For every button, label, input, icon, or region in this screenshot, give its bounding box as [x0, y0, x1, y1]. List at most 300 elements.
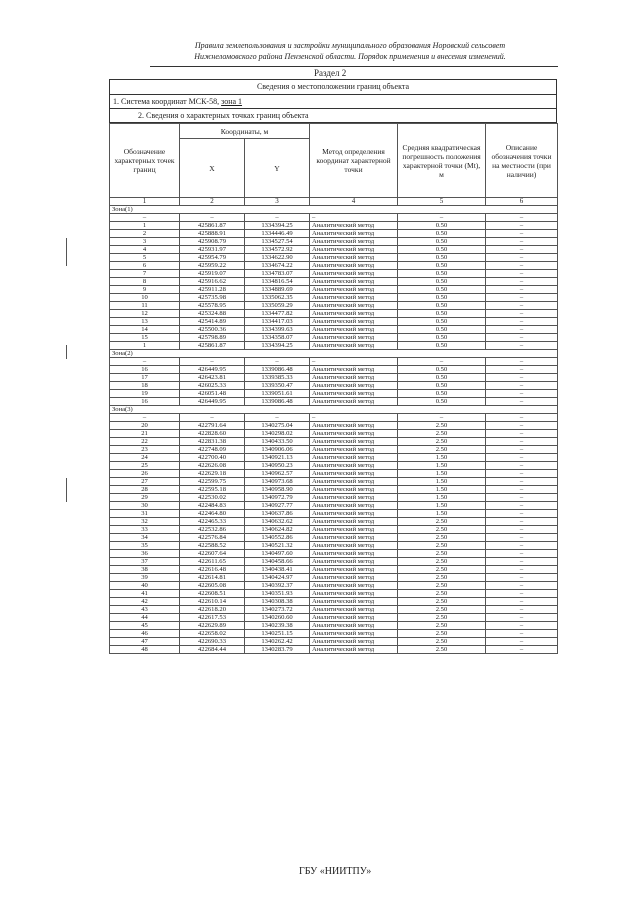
organization-footer: ГБУ «НИИТПУ» [299, 866, 372, 877]
point-id: 40 [110, 582, 180, 590]
header-line-1: Правила землепользования и застройки муниципального образования Норовский сельсовет [194, 41, 506, 50]
point-id: 31 [110, 510, 180, 518]
method: Аналитический метод [310, 598, 398, 606]
y-coordinate: – [245, 414, 310, 422]
x-coordinate: 422532.86 [180, 526, 245, 534]
point-id: – [110, 214, 180, 222]
method: Аналитический метод [310, 374, 398, 382]
points-section-title: 2. Сведения о характерных точках границ объекта [109, 109, 557, 123]
y-coordinate: 1335059.29 [245, 302, 310, 310]
x-coordinate: 422831.38 [180, 438, 245, 446]
y-coordinate: 1340308.38 [245, 598, 310, 606]
point-id: 22 [110, 438, 180, 446]
col-header-x: X [180, 139, 245, 198]
description: – [486, 254, 558, 262]
description: – [486, 342, 558, 350]
error-value: 0.50 [398, 254, 486, 262]
point-id: 48 [110, 646, 180, 654]
description: – [486, 622, 558, 630]
table-row [110, 262, 558, 270]
y-coordinate: 1340262.42 [245, 638, 310, 646]
point-id: 20 [110, 422, 180, 430]
x-coordinate: 422791.64 [180, 422, 245, 430]
x-coordinate: 422748.09 [180, 446, 245, 454]
x-coordinate: 425908.79 [180, 238, 245, 246]
y-coordinate: 1340927.77 [245, 502, 310, 510]
method: Аналитический метод [310, 494, 398, 502]
error-value: 0.50 [398, 334, 486, 342]
table-row [110, 462, 558, 470]
description: – [486, 542, 558, 550]
method: Аналитический метод [310, 478, 398, 486]
method: Аналитический метод [310, 614, 398, 622]
description: – [486, 430, 558, 438]
point-id: 12 [110, 310, 180, 318]
method: – [310, 358, 398, 366]
error-value: 0.50 [398, 262, 486, 270]
y-coordinate: 1334394.25 [245, 222, 310, 230]
method: Аналитический метод [310, 454, 398, 462]
y-coordinate: 1334394.25 [245, 342, 310, 350]
y-coordinate: 1340239.38 [245, 622, 310, 630]
description: – [486, 566, 558, 574]
x-coordinate: 422608.51 [180, 590, 245, 598]
x-coordinate: – [180, 358, 245, 366]
method: Аналитический метод [310, 238, 398, 246]
description: – [486, 278, 558, 286]
y-coordinate: 1340552.86 [245, 534, 310, 542]
description: – [486, 222, 558, 230]
coordinate-zone: зона 1 [221, 97, 243, 106]
description: – [486, 262, 558, 270]
placeholder-row [110, 214, 558, 222]
point-id: 41 [110, 590, 180, 598]
header-line-2: Нижнеломовского района Пензенской области. Порядок применения и внесения изменений. [194, 52, 506, 61]
description: – [486, 318, 558, 326]
method: – [310, 414, 398, 422]
point-id: 16 [110, 366, 180, 374]
point-id: 30 [110, 502, 180, 510]
method: Аналитический метод [310, 326, 398, 334]
point-id: 29 [110, 494, 180, 502]
y-coordinate: 1334889.69 [245, 286, 310, 294]
description: – [486, 438, 558, 446]
error-value: 0.50 [398, 222, 486, 230]
error-value: 0.50 [398, 342, 486, 350]
table-row [110, 222, 558, 230]
method: Аналитический метод [310, 510, 398, 518]
col-number: 3 [245, 198, 310, 206]
method: Аналитический метод [310, 302, 398, 310]
y-coordinate: 1340392.37 [245, 582, 310, 590]
x-coordinate: 422618.20 [180, 606, 245, 614]
x-coordinate: 422616.48 [180, 566, 245, 574]
col-header-point: Обозначение характерных точек границ [110, 124, 180, 198]
description: – [486, 526, 558, 534]
error-value: 2.50 [398, 638, 486, 646]
x-coordinate: 422610.14 [180, 598, 245, 606]
point-id: 43 [110, 606, 180, 614]
description: – [486, 518, 558, 526]
error-value: 0.50 [398, 382, 486, 390]
error-value: 0.50 [398, 286, 486, 294]
description: – [486, 358, 558, 366]
description: – [486, 382, 558, 390]
error-value: 0.50 [398, 366, 486, 374]
method: Аналитический метод [310, 566, 398, 574]
x-coordinate: 425414.89 [180, 318, 245, 326]
description: – [486, 470, 558, 478]
y-coordinate: 1339051.61 [245, 390, 310, 398]
y-coordinate: 1340351.93 [245, 590, 310, 598]
table-row [110, 478, 558, 486]
x-coordinate: 422530.02 [180, 494, 245, 502]
y-coordinate: 1339385.33 [245, 374, 310, 382]
point-id: 21 [110, 430, 180, 438]
table-row [110, 366, 558, 374]
method: Аналитический метод [310, 558, 398, 566]
x-coordinate: 422576.84 [180, 534, 245, 542]
y-coordinate: 1334358.07 [245, 334, 310, 342]
description: – [486, 246, 558, 254]
x-coordinate: 425959.22 [180, 262, 245, 270]
header-divider [150, 66, 558, 67]
point-id: 7 [110, 270, 180, 278]
method: – [310, 214, 398, 222]
y-coordinate: – [245, 358, 310, 366]
x-coordinate: 422617.53 [180, 614, 245, 622]
method: Аналитический метод [310, 318, 398, 326]
error-value: 2.50 [398, 550, 486, 558]
error-value: 1.50 [398, 470, 486, 478]
method: Аналитический метод [310, 438, 398, 446]
table-row [110, 230, 558, 238]
table-row [110, 606, 558, 614]
x-coordinate: 425324.88 [180, 310, 245, 318]
error-value: 2.50 [398, 614, 486, 622]
x-coordinate: – [180, 214, 245, 222]
y-coordinate: 1334477.82 [245, 310, 310, 318]
x-coordinate: 426051.48 [180, 390, 245, 398]
method: Аналитический метод [310, 526, 398, 534]
error-value: 1.50 [398, 478, 486, 486]
col-header-method: Метод определения координат характерной точки [310, 124, 398, 198]
error-value: 0.50 [398, 278, 486, 286]
binding-mark [66, 238, 67, 266]
point-id: 38 [110, 566, 180, 574]
x-coordinate: 422607.64 [180, 550, 245, 558]
point-id: 34 [110, 534, 180, 542]
col-header-y: Y [245, 139, 310, 198]
x-coordinate: 422684.44 [180, 646, 245, 654]
point-id: 46 [110, 630, 180, 638]
method: Аналитический метод [310, 342, 398, 350]
error-value: 2.50 [398, 438, 486, 446]
error-value: 0.50 [398, 310, 486, 318]
method: Аналитический метод [310, 646, 398, 654]
x-coordinate: – [180, 414, 245, 422]
method: Аналитический метод [310, 502, 398, 510]
x-coordinate: 426449.95 [180, 366, 245, 374]
description: – [486, 486, 558, 494]
description: – [486, 302, 558, 310]
error-value: 0.50 [398, 294, 486, 302]
error-value: 0.50 [398, 318, 486, 326]
description: – [486, 502, 558, 510]
error-value: 0.50 [398, 374, 486, 382]
point-id: 9 [110, 286, 180, 294]
point-id: 1 [110, 342, 180, 350]
y-coordinate: 1340973.68 [245, 478, 310, 486]
section-title: Раздел 2 [314, 68, 347, 78]
table-row [110, 470, 558, 478]
method: Аналитический метод [310, 270, 398, 278]
y-coordinate: 1334572.92 [245, 246, 310, 254]
error-value: – [398, 414, 486, 422]
y-coordinate: 1339350.47 [245, 382, 310, 390]
method: Аналитический метод [310, 590, 398, 598]
table-row [110, 526, 558, 534]
method: Аналитический метод [310, 542, 398, 550]
method: Аналитический метод [310, 222, 398, 230]
table-row [110, 302, 558, 310]
error-value: 2.50 [398, 534, 486, 542]
description: – [486, 326, 558, 334]
x-coordinate: 425954.79 [180, 254, 245, 262]
x-coordinate: 422700.40 [180, 454, 245, 462]
point-id: 3 [110, 238, 180, 246]
point-id: 8 [110, 278, 180, 286]
y-coordinate: 1334399.63 [245, 326, 310, 334]
y-coordinate: 1334527.54 [245, 238, 310, 246]
error-value: 1.50 [398, 454, 486, 462]
point-id: 27 [110, 478, 180, 486]
x-coordinate: 422828.60 [180, 430, 245, 438]
col-header-coordinates: Координаты, м [180, 124, 310, 139]
y-coordinate: 1340273.72 [245, 606, 310, 614]
error-value: 0.50 [398, 398, 486, 406]
description: – [486, 534, 558, 542]
point-id: 39 [110, 574, 180, 582]
error-value: 2.50 [398, 542, 486, 550]
y-coordinate: 1340458.66 [245, 558, 310, 566]
description: – [486, 606, 558, 614]
method: Аналитический метод [310, 486, 398, 494]
point-id: 32 [110, 518, 180, 526]
x-coordinate: 422595.18 [180, 486, 245, 494]
table-row [110, 558, 558, 566]
x-coordinate: 425861.87 [180, 342, 245, 350]
y-coordinate: 1334446.49 [245, 230, 310, 238]
document-header [150, 40, 550, 62]
point-id: 11 [110, 302, 180, 310]
method: Аналитический метод [310, 582, 398, 590]
y-coordinate: 1340637.86 [245, 510, 310, 518]
table-row [110, 430, 558, 438]
description: – [486, 478, 558, 486]
table-row [110, 550, 558, 558]
placeholder-row [110, 414, 558, 422]
zone-row [110, 350, 558, 358]
x-coordinate: 422690.33 [180, 638, 245, 646]
error-value: 2.50 [398, 518, 486, 526]
y-coordinate: 1340283.79 [245, 646, 310, 654]
method: Аналитический метод [310, 446, 398, 454]
method: Аналитический метод [310, 606, 398, 614]
x-coordinate: 425888.91 [180, 230, 245, 238]
col-number: 1 [110, 198, 180, 206]
description: – [486, 214, 558, 222]
error-value: 2.50 [398, 558, 486, 566]
x-coordinate: 425931.97 [180, 246, 245, 254]
error-value: 0.50 [398, 246, 486, 254]
method: Аналитический метод [310, 246, 398, 254]
y-coordinate: 1339086.48 [245, 398, 310, 406]
error-value: 2.50 [398, 574, 486, 582]
point-id: 47 [110, 638, 180, 646]
description: – [486, 638, 558, 646]
table-row [110, 566, 558, 574]
y-coordinate: 1340275.04 [245, 422, 310, 430]
table-row [110, 486, 558, 494]
point-id: 6 [110, 262, 180, 270]
table-row [110, 630, 558, 638]
description: – [486, 494, 558, 502]
point-id: 18 [110, 382, 180, 390]
y-coordinate: 1334816.54 [245, 278, 310, 286]
description: – [486, 286, 558, 294]
point-id: 1 [110, 222, 180, 230]
error-value: 0.50 [398, 238, 486, 246]
x-coordinate: 425916.62 [180, 278, 245, 286]
method: Аналитический метод [310, 622, 398, 630]
col-header-error: Средняя квадратическая погрешность положения характерной точки (Мt), м [398, 124, 486, 198]
table-row [110, 246, 558, 254]
y-coordinate: 1340438.41 [245, 566, 310, 574]
description: – [486, 646, 558, 654]
description: – [486, 398, 558, 406]
point-id: 23 [110, 446, 180, 454]
description: – [486, 614, 558, 622]
table-row [110, 510, 558, 518]
zone-label: Зона(3) [110, 406, 558, 414]
description: – [486, 374, 558, 382]
x-coordinate: 422658.02 [180, 630, 245, 638]
table-row [110, 534, 558, 542]
error-value: 2.50 [398, 598, 486, 606]
error-value: 1.50 [398, 462, 486, 470]
y-coordinate: 1334783.07 [245, 270, 310, 278]
error-value: 1.50 [398, 510, 486, 518]
description: – [486, 422, 558, 430]
x-coordinate: 422588.52 [180, 542, 245, 550]
x-coordinate: 426449.95 [180, 398, 245, 406]
y-coordinate: 1339086.48 [245, 366, 310, 374]
error-value: 1.50 [398, 502, 486, 510]
y-coordinate: 1340958.90 [245, 486, 310, 494]
y-coordinate: 1340260.60 [245, 614, 310, 622]
error-value: 0.50 [398, 270, 486, 278]
method: Аналитический метод [310, 278, 398, 286]
zone-row [110, 206, 558, 214]
y-coordinate: 1340972.79 [245, 494, 310, 502]
x-coordinate: 422626.08 [180, 462, 245, 470]
method: Аналитический метод [310, 390, 398, 398]
error-value: 0.50 [398, 390, 486, 398]
boundary-info-block [109, 79, 557, 654]
table-row [110, 502, 558, 510]
error-value: 2.50 [398, 582, 486, 590]
y-coordinate: 1340497.60 [245, 550, 310, 558]
placeholder-row [110, 358, 558, 366]
table-row [110, 638, 558, 646]
error-value: 1.50 [398, 486, 486, 494]
point-id: 44 [110, 614, 180, 622]
table-row [110, 326, 558, 334]
description: – [486, 454, 558, 462]
y-coordinate: 1340624.82 [245, 526, 310, 534]
point-id: 14 [110, 326, 180, 334]
point-id: 5 [110, 254, 180, 262]
col-number: 4 [310, 198, 398, 206]
error-value: 0.50 [398, 230, 486, 238]
x-coordinate: 422464.80 [180, 510, 245, 518]
y-coordinate: 1335062.35 [245, 294, 310, 302]
error-value: 2.50 [398, 430, 486, 438]
method: Аналитический метод [310, 574, 398, 582]
coordinate-system-line [109, 95, 557, 109]
col-number: 2 [180, 198, 245, 206]
description: – [486, 294, 558, 302]
method: Аналитический метод [310, 630, 398, 638]
method: Аналитический метод [310, 534, 398, 542]
table-row [110, 614, 558, 622]
y-coordinate: 1334417.03 [245, 318, 310, 326]
table-row [110, 382, 558, 390]
x-coordinate: 422465.33 [180, 518, 245, 526]
table-row [110, 270, 558, 278]
y-coordinate: 1340906.06 [245, 446, 310, 454]
method: Аналитический метод [310, 286, 398, 294]
error-value: – [398, 358, 486, 366]
table-row [110, 574, 558, 582]
col-header-description: Описание обозначения точки на местности (при наличии) [486, 124, 558, 198]
point-id: 33 [110, 526, 180, 534]
x-coordinate: 425578.95 [180, 302, 245, 310]
table-row [110, 286, 558, 294]
point-id: 2 [110, 230, 180, 238]
method: Аналитический метод [310, 230, 398, 238]
y-coordinate: 1340424.97 [245, 574, 310, 582]
x-coordinate: 425911.28 [180, 286, 245, 294]
points-table [109, 123, 558, 654]
description: – [486, 550, 558, 558]
error-value: 2.50 [398, 646, 486, 654]
table-row [110, 438, 558, 446]
col-number: 5 [398, 198, 486, 206]
error-value: 0.50 [398, 326, 486, 334]
method: Аналитический метод [310, 638, 398, 646]
description: – [486, 310, 558, 318]
zone-row [110, 406, 558, 414]
method: Аналитический метод [310, 382, 398, 390]
method: Аналитический метод [310, 398, 398, 406]
description: – [486, 366, 558, 374]
binding-mark [66, 478, 67, 502]
error-value: 2.50 [398, 622, 486, 630]
y-coordinate: 1340962.57 [245, 470, 310, 478]
method: Аналитический метод [310, 254, 398, 262]
